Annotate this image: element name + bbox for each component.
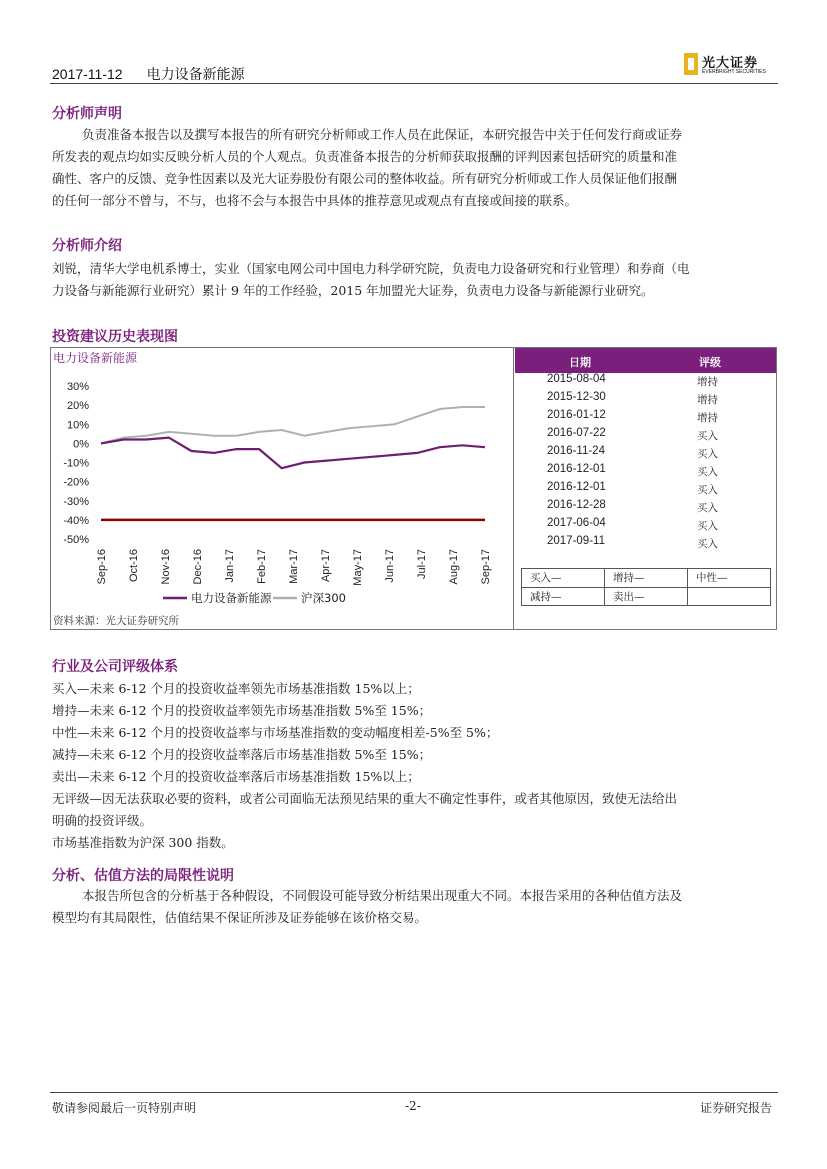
row-rating: 买入: [697, 430, 718, 442]
row-rating: 增持: [697, 412, 718, 424]
table-row: [515, 499, 776, 517]
legend-neutral: 中性—: [688, 569, 771, 588]
x-tick-label: Sep-16: [96, 549, 108, 585]
row-rating: 买入: [697, 520, 718, 532]
statement-line: 所发表的观点均如实反映分析人员的个人观点。负责准备本报告的分析师获取报酬的评判因素包括研究的质量和准: [52, 149, 678, 164]
rating-system-title: 行业及公司评级体系: [52, 659, 178, 675]
row-date: 2016-12-28: [547, 499, 606, 511]
series-line: [101, 438, 485, 469]
table-row: [515, 373, 776, 391]
limitations-title: 分析、估值方法的局限性说明: [52, 868, 234, 884]
page-header: [52, 64, 269, 84]
legend-empty: [688, 587, 771, 606]
x-tick-label: Jun-17: [384, 549, 396, 583]
row-date: 2016-12-01: [547, 463, 606, 475]
table-row: [515, 445, 776, 463]
row-rating: 买入: [697, 502, 718, 514]
y-tick-label: -30%: [63, 495, 89, 508]
x-tick-label: Dec-16: [192, 549, 204, 585]
x-tick-label: Jan-17: [224, 549, 236, 583]
x-tick-label: Nov-16: [160, 549, 172, 585]
rating-line: 增持—未来 6-12 个月的投资收益率领先市场基准指数 5%至 15%；: [52, 703, 432, 718]
x-tick-label: Apr-17: [320, 549, 332, 583]
x-tick-label: Mar-17: [288, 549, 300, 584]
table-row: [515, 535, 776, 553]
rating-line: 卖出—未来 6-12 个月的投资收益率落后市场基准指数 15%以上；: [52, 769, 420, 784]
row-date: 2016-01-12: [547, 409, 606, 421]
legend-neutral-label: 中性: [696, 572, 717, 585]
row-rating: 买入: [697, 448, 718, 460]
legend-overweight: 增持—: [605, 569, 688, 588]
x-tick-label: Jul-17: [416, 549, 428, 579]
logo-en-text: EVERBRIGHT SECURITIES: [702, 69, 766, 75]
statement-title: 分析师声明: [52, 106, 122, 122]
row-date: 2017-09-11: [547, 535, 605, 547]
row-rating: 增持: [697, 376, 718, 388]
row-rating: 增持: [697, 394, 718, 406]
statement-line: 负责准备本报告以及撰写本报告的所有研究分析师或工作人员在此保证，本研究报告中关于任何发行商或证券: [82, 127, 683, 142]
rating-legend-table: [521, 568, 771, 606]
row-date: 2016-12-01: [547, 481, 606, 493]
y-tick-label: 10%: [66, 419, 89, 432]
y-tick-label: -10%: [63, 457, 89, 470]
x-tick-label: Oct-16: [128, 549, 140, 583]
rating-system-lines: [52, 678, 776, 854]
legend-sell-label: 卖出: [613, 590, 634, 603]
legend-label: 沪深300: [301, 591, 346, 605]
row-date: 2016-07-22: [547, 427, 606, 439]
row-date: 2015-12-30: [547, 391, 606, 403]
header-rule: [50, 83, 778, 84]
rating-line: 明确的投资评级。: [52, 813, 153, 828]
y-tick-label: 0%: [73, 438, 89, 451]
y-tick-label: -40%: [63, 514, 89, 527]
company-logo: [684, 52, 780, 78]
legend-underweight-label: 减持: [530, 590, 551, 603]
statement-paragraph: [52, 124, 776, 212]
y-tick-label: 20%: [66, 400, 89, 413]
y-axis: [63, 381, 89, 546]
chart-source: 资料来源：光大证券研究所: [53, 615, 179, 627]
table-row: [515, 481, 776, 499]
legend-underweight: 减持—: [522, 587, 605, 606]
y-tick-label: -20%: [63, 476, 89, 489]
intro-title: 分析师介绍: [52, 238, 122, 254]
legend-overweight-label: 增持: [613, 572, 634, 585]
limitations-line: 本报告所包含的分析基于各种假设，不同假设可能导致分析结果出现重大不同。本报告采用的各种估值方法及: [82, 888, 683, 903]
intro-line: 刘锐，清华大学电机系博士，实业（国家电网公司中国电力科学研究院，负责电力设备研究和行业管理）和券商（电: [52, 261, 690, 276]
rating-line: 减持—未来 6-12 个月的投资收益率落后市场基准指数 5%至 15%；: [52, 747, 432, 762]
report-sector: 电力设备新能源: [146, 66, 245, 82]
intro-line: 力设备与新能源行业研究）累计 9 年的工作经验，2015 年加盟光大证券，负责电力设备与新能源行业研究。: [52, 283, 654, 298]
row-rating: 买入: [697, 484, 718, 496]
footer-right: 证券研究报告: [700, 1101, 773, 1115]
report-date: 2017-11-12: [52, 66, 123, 82]
table-header-rating: 评级: [699, 356, 721, 369]
table-row: [515, 517, 776, 535]
row-date: 2015-08-04: [547, 373, 606, 385]
footer-left: 敬请参阅最后一页特别声明: [52, 1101, 197, 1115]
row-date: 2017-06-04: [547, 517, 606, 529]
limitations-paragraph: [52, 885, 776, 929]
row-date: 2016-11-24: [547, 445, 605, 457]
row-rating: 买入: [697, 466, 718, 478]
performance-chart: [51, 348, 512, 610]
y-tick-label: -50%: [63, 534, 89, 546]
rating-line: 中性—未来 6-12 个月的投资收益率与市场基准指数的变动幅度相差-5%至 5%；: [52, 725, 499, 740]
limitations-line: 模型均有其局限性，估值结果不保证所涉及证券能够在该价格交易。: [52, 910, 428, 925]
rating-table-header: [515, 348, 776, 373]
footer-page-number: -2-: [405, 1099, 421, 1113]
legend-label: 电力设备新能源: [191, 591, 272, 605]
legend-buy-label: 买入: [530, 572, 551, 585]
table-row: [515, 409, 776, 427]
chart-table-divider: [513, 347, 514, 630]
intro-paragraph: [52, 258, 776, 302]
rating-line: 市场基准指数为沪深 300 指数。: [52, 835, 234, 850]
history-title: 投资建议历史表现图: [52, 329, 178, 345]
chart-legend: [163, 591, 346, 605]
x-tick-label: Aug-17: [448, 549, 460, 585]
rating-line: 买入—未来 6-12 个月的投资收益率领先市场基准指数 15%以上；: [52, 681, 420, 696]
y-tick-label: 30%: [66, 381, 89, 393]
logo-mark-icon: [684, 53, 698, 75]
row-rating: 买入: [697, 538, 718, 550]
table-row: [515, 391, 776, 409]
logo-cn-text: 光大证券: [702, 56, 759, 71]
x-tick-label: Feb-17: [256, 549, 268, 584]
footer-rule: [50, 1092, 778, 1093]
table-row: [515, 463, 776, 481]
legend-sell: 卖出—: [605, 587, 688, 606]
legend-buy: 买入—: [522, 569, 605, 588]
plot-area: [101, 407, 485, 520]
x-tick-label: May-17: [352, 549, 364, 586]
table-row: [515, 427, 776, 445]
statement-line: 确性、客户的反馈、竞争性因素以及光大证券股份有限公司的整体收益。所有研究分析师或工作人员保证他们报酬: [52, 171, 678, 186]
x-tick-label: Sep-17: [480, 549, 492, 585]
table-header-date: 日期: [569, 356, 591, 369]
chart-title: 电力设备新能源: [53, 351, 138, 365]
x-axis: [96, 549, 492, 586]
statement-line: 的任何一部分不曾与，不与，也将不会与本报告中具体的推荐意见或观点有直接或间接的联系。: [52, 193, 578, 208]
rating-line: 无评级—因无法获取必要的资料，或者公司面临无法预见结果的重大不确定性事件，或者其他原因，致使无法给出: [52, 791, 678, 806]
